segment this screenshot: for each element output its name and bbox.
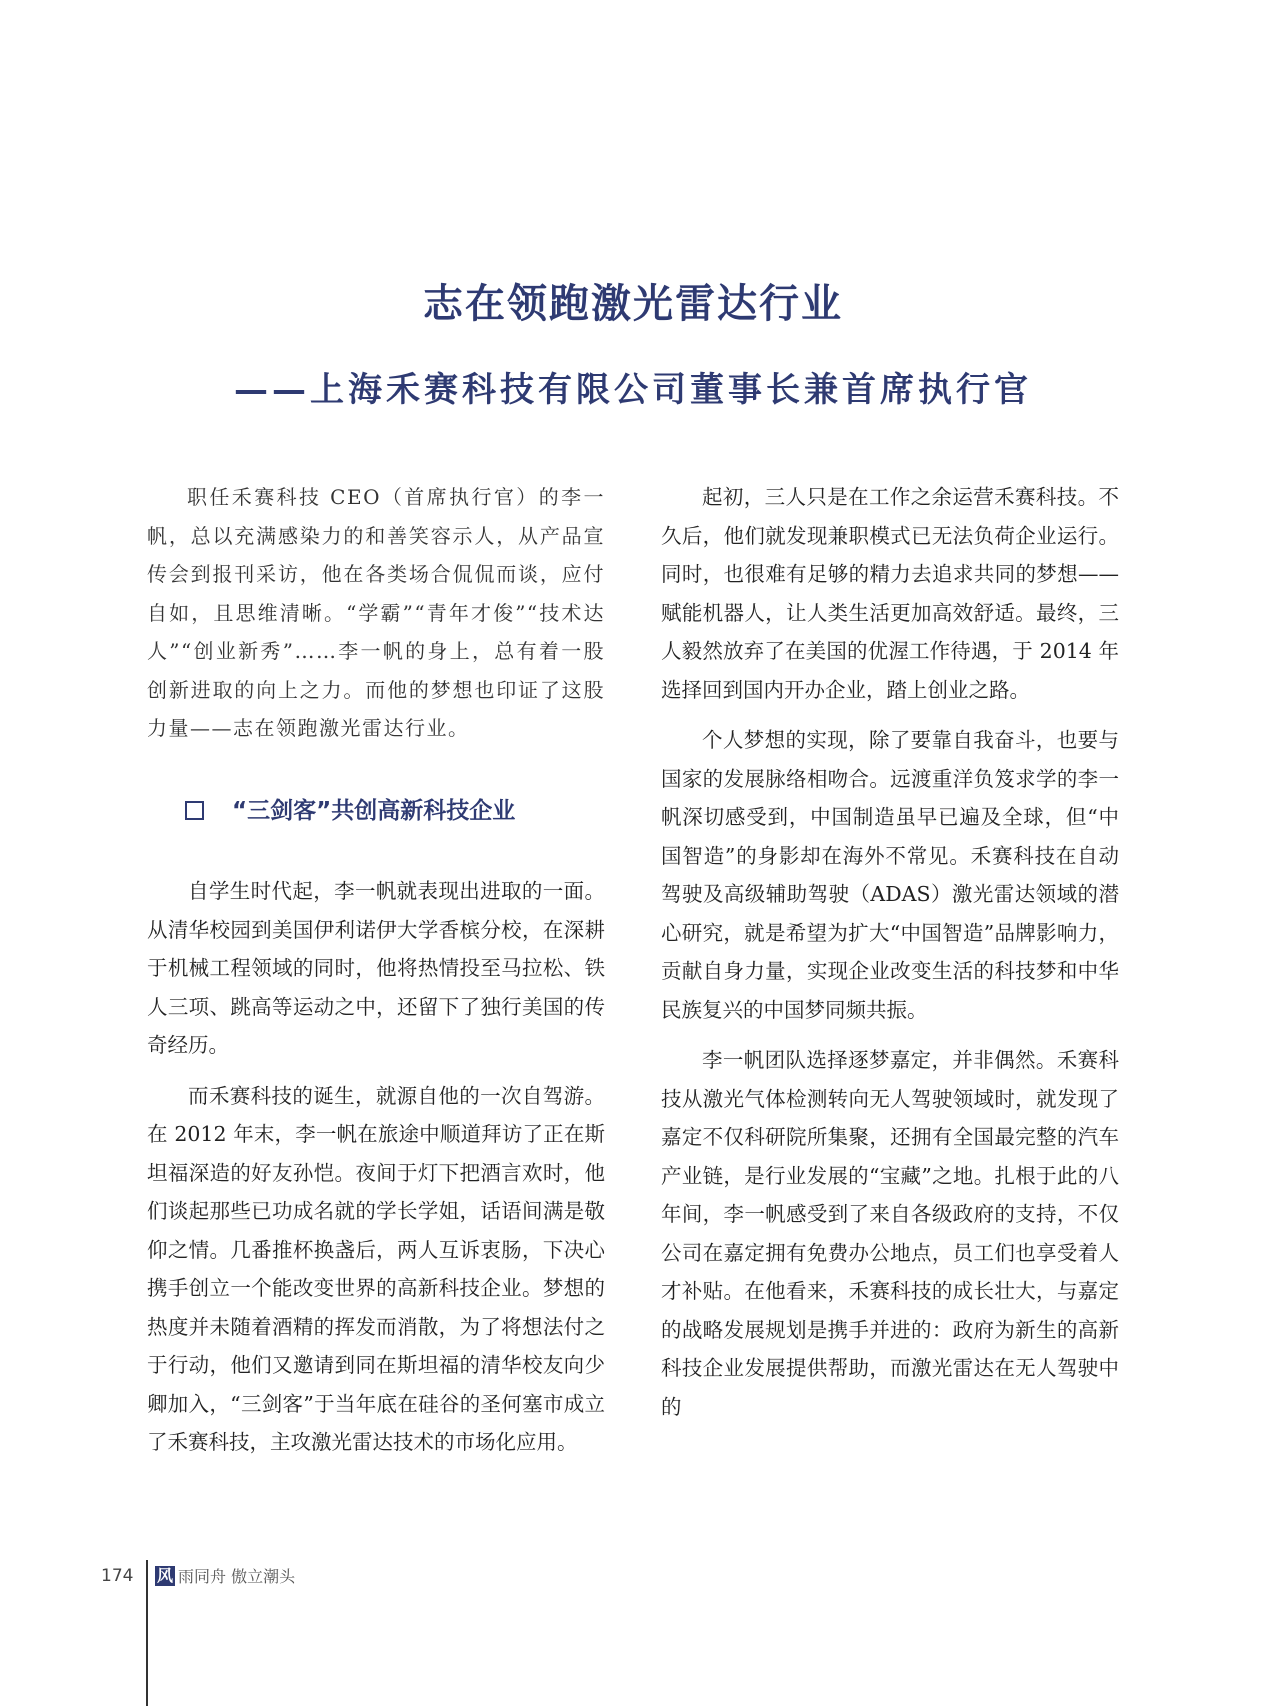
body-paragraph: 个人梦想的实现，除了要靠自我奋斗，也要与国家的发展脉络相吻合。远渡重洋负笈求学的李一帆深切感受到，中国制造虽早已遍及全球，但“中国智造”的身影却在海外不常见。禾赛科技在自动驾驶及高级辅助驾驶（ADAS）激光雷达领域的潜心研究，就是希望为扩大“中国智造”品牌影响力，贡献自身力量，实现企业改变生活的科技梦和中华民族复兴的中国梦同频共振。 — [661, 728, 1119, 1022]
section-heading-text: “三剑客”共创高新科技企业 — [232, 797, 516, 824]
section-heading — [185, 792, 605, 831]
footer-brand — [155, 1564, 295, 1587]
body-paragraph: 自学生时代起，李一帆就表现出进取的一面。从清华校园到美国伊利诺伊大学香槟分校，在深耕于机械工程领域的同时，他将热情投至马拉松、铁人三项、跳高等运动之中，还留下了独行美国的传奇经历。 — [147, 879, 605, 1057]
footer-divider — [146, 1560, 148, 1706]
brand-text: 雨同舟 傲立潮头 — [178, 1567, 296, 1586]
right-column — [661, 478, 1119, 1438]
article-title: 志在领跑激光雷达行业 — [423, 280, 843, 327]
body-paragraph: 起初，三人只是在工作之余运营禾赛科技。不久后，他们就发现兼职模式已无法负荷企业运行。同时，也很难有足够的精力去追求共同的梦想——赋能机器人，让人类生活更加高效舒适。最终，三人毅然放弃了在美国的优渥工作待遇，于 2014 年选择回到国内开办企业，踏上创业之路。 — [661, 485, 1119, 702]
article-subtitle: ——上海禾赛科技有限公司董事长兼首席执行官 — [234, 370, 1032, 410]
page-number: 174 — [101, 1566, 134, 1586]
square-bullet-icon — [185, 801, 204, 820]
left-column — [147, 478, 605, 1474]
body-paragraph: 李一帆团队选择逐梦嘉定，并非偶然。禾赛科技从激光气体检测转向无人驾驶领域时，就发现了嘉定不仅科研院所集聚，还拥有全国最完整的汽车产业链，是行业发展的“宝藏”之地。扎根于此的八年间，李一帆感受到了来自各级政府的支持，不仅公司在嘉定拥有免费办公地点，员工们也享受着人才补贴。在他看来，禾赛科技的成长壮大，与嘉定的战略发展规划是携手并进的：政府为新生的高新科技企业发展提供帮助，而激光雷达在无人驾驶中的 — [661, 1048, 1119, 1419]
body-paragraph: 而禾赛科技的诞生，就源自他的一次自驾游。在 2012 年末，李一帆在旅途中顺道拜访了正在斯坦福深造的好友孙恺。夜间于灯下把酒言欢时，他们谈起那些已功成名就的学长学姐，话语间满是敬仰之情。几番推杯换盏后，两人互诉衷肠，下决心携手创立一个能改变世界的高新科技企业。梦想的热度并未随着酒精的挥发而消散，为了将想法付之于行动，他们又邀请到同在斯坦福的清华校友向少卿加入，“三剑客”于当年底在硅谷的圣何塞市成立了禾赛科技，主攻激光雷达技术的市场化应用。 — [147, 1083, 605, 1454]
intro-paragraph: 职任禾赛科技 CEO（首席执行官）的李一帆，总以充满感染力的和善笑容示人，从产品宣传会到报刊采访，他在各类场合侃侃而谈，应付自如，且思维清晰。“学霸”“青年才俊”“技术达人”“创业新秀”……李一帆的身上，总有着一股创新进取的向上之力。而他的梦想也印证了这股力量——志在领跑激光雷达行业。 — [147, 485, 605, 740]
brand-mark: 风 — [157, 1565, 174, 1585]
